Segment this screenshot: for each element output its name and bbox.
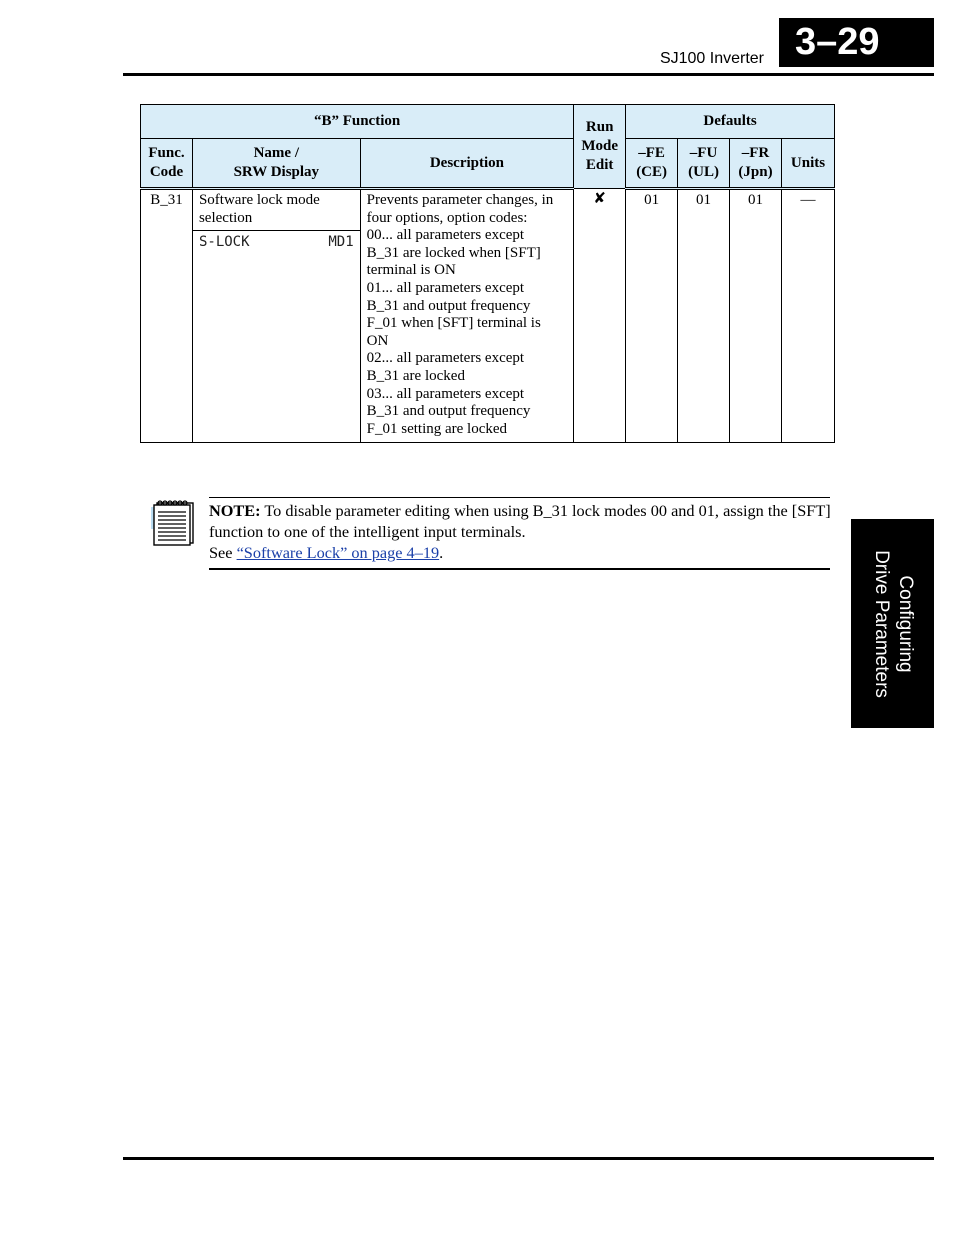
header-line: (Jpn) (738, 164, 773, 180)
srw-display-right: MD1 (328, 234, 354, 251)
description-line: four options, option codes: (366, 209, 528, 226)
page-number: 3–29 (779, 18, 934, 67)
description-line: Prevents parameter changes, in (366, 192, 554, 208)
note-see-prefix: See (209, 543, 237, 562)
description-line: B_31 are locked when [SFT] (366, 244, 541, 261)
description-cell (360, 189, 574, 443)
note-see-suffix: . (439, 543, 444, 562)
header-line: Edit (585, 157, 614, 173)
header-line: Run (585, 119, 614, 135)
units-cell: — (781, 189, 834, 443)
note-rule (209, 497, 830, 498)
description-line: 02... all parameters except (366, 350, 525, 367)
header-line: Code (149, 164, 184, 180)
fu-header (678, 139, 730, 189)
note-label: NOTE: (209, 501, 261, 520)
parameter-table (140, 104, 835, 443)
header-line: Func. (148, 145, 185, 161)
notepad-icon (150, 498, 198, 546)
srw-display (193, 231, 360, 255)
description-line: terminal is ON (366, 262, 456, 279)
chapter-side-tab (851, 519, 934, 728)
software-lock-link[interactable]: “Software Lock” on page 4–19 (236, 543, 440, 562)
description-header: Description (360, 139, 574, 189)
header-line: (UL) (688, 164, 719, 180)
description-line: B_31 are locked (366, 367, 465, 384)
description-line: F_01 setting are locked (366, 420, 508, 437)
note-body: To disable parameter editing when using B_31 lock modes 00 and 01, assign the [SFT] function to one of the intelligent input terminals. (209, 501, 831, 541)
footer-rule (123, 1157, 934, 1160)
header-line: Mode (581, 138, 618, 154)
header-line: –FE (638, 145, 665, 161)
description-line: 03... all parameters except (366, 385, 525, 402)
table-row (141, 189, 835, 443)
default-fr-cell: 01 (730, 189, 782, 443)
side-tab-line: Configuring (894, 574, 916, 673)
description-line: B_31 and output frequency (366, 297, 531, 314)
note (209, 500, 833, 563)
note-rule (209, 568, 830, 570)
func-code-cell: B_31 (141, 189, 193, 443)
side-tab-line: Drive Parameters (870, 549, 892, 698)
func-code-header (141, 139, 193, 189)
description-line: F_01 when [SFT] terminal is (366, 315, 541, 332)
units-header: Units (781, 139, 834, 189)
group-header: “B” Function (141, 105, 574, 139)
function-name: Software lock mode selection (193, 190, 360, 231)
name-header (192, 139, 360, 189)
header-line: (CE) (636, 164, 668, 180)
header-line: –FR (741, 145, 770, 161)
default-fe-cell: 01 (626, 189, 678, 443)
header-line: Name / (253, 145, 299, 161)
header-line: –FU (689, 145, 718, 161)
description-line: 01... all parameters except (366, 279, 525, 296)
name-cell (192, 189, 360, 443)
srw-display-left: S-LOCK (198, 234, 250, 251)
description-line: 00... all parameters except (366, 227, 525, 244)
description-line: B_31 and output frequency (366, 403, 531, 420)
fr-header (730, 139, 782, 189)
side-tab-text (869, 519, 917, 728)
header-line: SRW Display (233, 164, 320, 180)
run-mode-edit-header (574, 105, 626, 189)
run-mode-edit-cell: ✘ (574, 189, 626, 443)
default-fu-cell: 01 (678, 189, 730, 443)
fe-header (626, 139, 678, 189)
defaults-header: Defaults (626, 105, 835, 139)
header-rule (123, 73, 934, 76)
header-title: SJ100 Inverter (659, 50, 764, 67)
description-line: ON (366, 332, 389, 349)
